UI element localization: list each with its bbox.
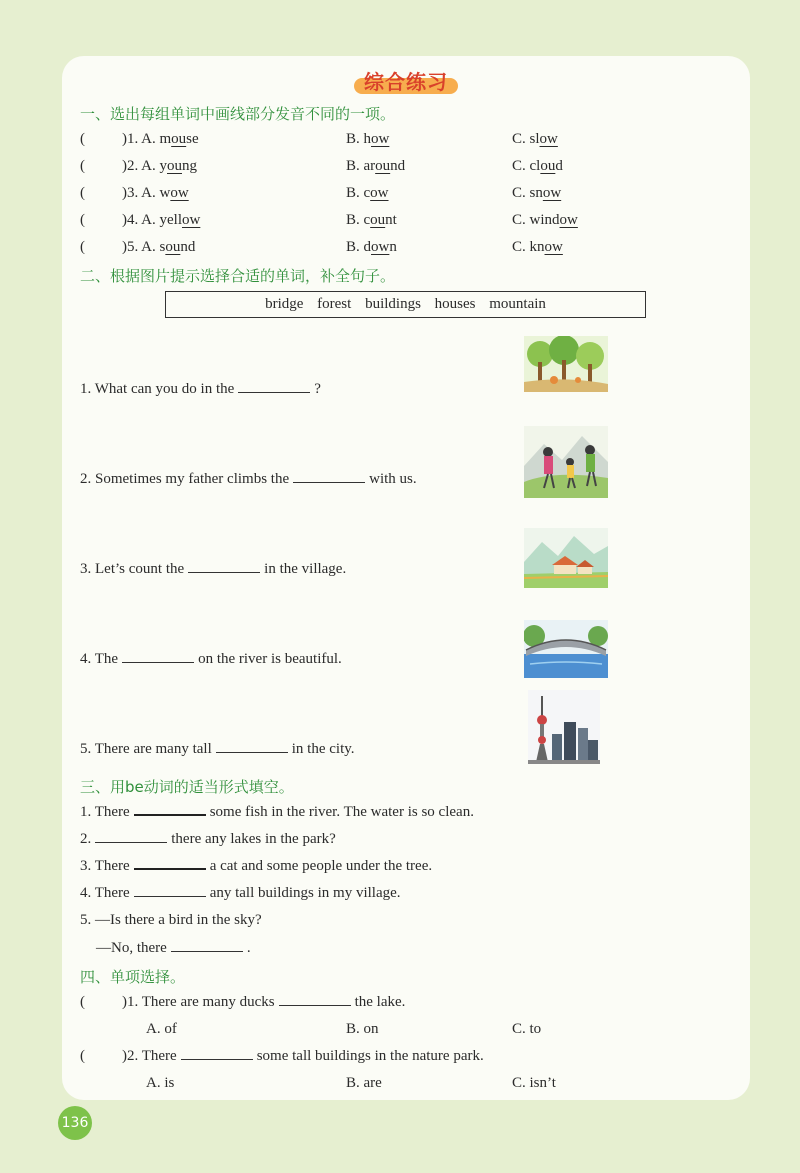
page-number: 136 (58, 1106, 92, 1140)
word-part: B. c (346, 212, 371, 228)
word-part: C. sn (512, 185, 543, 201)
sentence-end: there any lakes in the park? (171, 831, 336, 847)
word-part: ng (182, 158, 197, 174)
word-bank: bridge forest buildings houses mountain (165, 291, 646, 318)
fill-sentence (80, 804, 474, 821)
word-part: y (159, 158, 167, 174)
word-part: B. d (346, 239, 372, 255)
underlined-letters: ow (544, 239, 563, 255)
underlined-letters: ou (375, 158, 391, 174)
sentence-end: on the river is beautiful. (198, 651, 342, 667)
fill-sentence (80, 885, 401, 902)
underlined-letters: ou (171, 131, 187, 147)
option-c (512, 185, 561, 202)
word-part: C. wind (512, 212, 560, 228)
option-c (512, 212, 578, 229)
forest-picture-icon (524, 336, 608, 392)
sentence-end: in the city. (291, 741, 355, 757)
mc-question (122, 994, 405, 1011)
answer-blank[interactable] (122, 661, 194, 663)
houses-picture-icon (524, 528, 608, 588)
sentence-start: 5. There are many tall (80, 741, 212, 757)
answer-paren[interactable]: ( (80, 185, 85, 201)
answer-blank[interactable] (134, 867, 206, 870)
underlined-letters: ow (182, 212, 201, 228)
word-part: s (159, 239, 166, 255)
mountain-picture-icon (524, 426, 608, 498)
underlined-letters: ow (539, 131, 558, 147)
answer-paren[interactable]: ( (80, 239, 85, 255)
word-part: C. sl (512, 131, 540, 147)
underlined-letters: ow (371, 131, 390, 147)
sentence-end: ? (314, 381, 321, 397)
choice-c[interactable]: C. to (512, 1021, 542, 1037)
section4-heading: 四、单项选择。 (80, 968, 186, 986)
choice-c[interactable]: C. isn’t (512, 1075, 556, 1091)
sentence-end: with us. (369, 471, 417, 487)
underlined-letters: ou (540, 158, 556, 174)
word-part: B. ar (346, 158, 376, 174)
page-title: 综合练习 (364, 70, 448, 94)
answer-paren[interactable]: ( (80, 158, 85, 174)
option-a (122, 158, 197, 175)
sentence-end: any tall buildings in my village. (209, 885, 401, 901)
mc-question (122, 1048, 484, 1065)
underlined-letters: ow (542, 185, 562, 201)
answer-paren[interactable]: ( (80, 212, 85, 228)
sentence-start: 2. Sometimes my father climbs the (80, 471, 290, 487)
answer-paren[interactable]: ( (80, 994, 85, 1010)
option-b (346, 212, 397, 229)
option-a (122, 131, 199, 148)
word-part: B. c (346, 185, 371, 201)
answer-blank[interactable] (216, 751, 288, 753)
bridge-picture-icon (524, 620, 608, 678)
question-start: )2. There (122, 1048, 177, 1064)
option-c (512, 158, 563, 175)
underlined-letters: ou (167, 158, 182, 174)
underlined-letters: ow (170, 185, 189, 201)
question-number: )5. A. (122, 239, 160, 255)
picture-sentence (80, 651, 342, 668)
picture-sentence (80, 561, 346, 578)
question-end: some tall buildings in the nature park. (256, 1048, 484, 1064)
sentence-start: 2. (80, 831, 92, 847)
option-a (122, 185, 189, 202)
choice-b[interactable]: B. are (346, 1075, 382, 1091)
underlined-letters: ow (559, 212, 578, 228)
sentence-end: some fish in the river. The water is so clean. (209, 804, 474, 820)
answer-paren[interactable]: ( (80, 131, 85, 147)
sentence-start: 3. Let’s count the (80, 561, 185, 577)
choice-b[interactable]: B. on (346, 1021, 379, 1037)
section3-q5-answer (96, 940, 251, 957)
answer-blank[interactable] (238, 391, 310, 393)
picture-sentence (80, 471, 417, 488)
word-part: w (159, 185, 171, 201)
word-part: nd (180, 239, 196, 255)
word-part: n (389, 239, 397, 255)
sentence-start: 3. There (80, 858, 130, 874)
sentence-start: 1. There (80, 804, 130, 820)
sentence-end: in the village. (264, 561, 347, 577)
question-start: )1. There are many ducks (122, 994, 275, 1010)
title-banner (352, 64, 460, 98)
buildings-picture-icon (528, 690, 600, 764)
q5-blank[interactable] (171, 950, 243, 952)
option-b (346, 185, 389, 202)
option-a (122, 239, 195, 256)
underlined-letters: ou (370, 212, 386, 228)
q5-answer-suffix: . (246, 940, 251, 956)
option-c (512, 131, 558, 148)
answer-blank[interactable] (188, 571, 260, 573)
fill-sentence (80, 831, 336, 848)
choice-a[interactable]: A. is (146, 1075, 175, 1091)
word-part: C. kn (512, 239, 545, 255)
word-part: nt (385, 212, 397, 228)
option-c (512, 239, 563, 256)
word-part: yell (159, 212, 182, 228)
answer-blank[interactable] (134, 895, 206, 897)
option-b (346, 158, 405, 175)
sentence-end: a cat and some people under the tree. (209, 858, 433, 874)
section3-heading: 三、用be动词的适当形式填空。 (80, 778, 294, 796)
picture-sentence (80, 741, 355, 758)
question-number: )3. A. (122, 185, 160, 201)
sentence-start: 1. What can you do in the (80, 381, 235, 397)
answer-blank[interactable] (181, 1058, 253, 1060)
word-part: d (555, 158, 563, 174)
word-part: C. cl (512, 158, 541, 174)
choice-a[interactable]: A. of (146, 1021, 177, 1037)
answer-blank[interactable] (134, 813, 206, 816)
question-end: the lake. (354, 994, 406, 1010)
q5-answer-prefix: —No, there (96, 940, 167, 956)
fill-sentence (80, 858, 432, 875)
answer-blank[interactable] (279, 1004, 351, 1006)
question-number: )4. A. (122, 212, 160, 228)
option-b (346, 239, 397, 256)
word-part: B. h (346, 131, 372, 147)
question-number: )2. A. (122, 158, 160, 174)
underlined-letters: ou (165, 239, 181, 255)
section3-q5: 5. —Is there a bird in the sky? (80, 912, 262, 928)
word-part: nd (390, 158, 406, 174)
answer-blank[interactable] (293, 481, 365, 483)
picture-sentence (80, 381, 321, 398)
word-part: se (186, 131, 199, 147)
section2-heading: 二、根据图片提示选择合适的单词，补全句子。 (80, 267, 396, 285)
word-part: m (159, 131, 172, 147)
section1-heading: 一、选出每组单词中画线部分发音不同的一项。 (80, 105, 396, 123)
option-b (346, 131, 389, 148)
question-number: )1. A. (122, 131, 160, 147)
underlined-letters: ow (370, 185, 389, 201)
underlined-letters: ow (371, 239, 390, 255)
answer-blank[interactable] (95, 841, 167, 843)
answer-paren[interactable]: ( (80, 1048, 85, 1064)
sentence-start: 4. There (80, 885, 130, 901)
sentence-start: 4. The (80, 651, 119, 667)
option-a (122, 212, 200, 229)
